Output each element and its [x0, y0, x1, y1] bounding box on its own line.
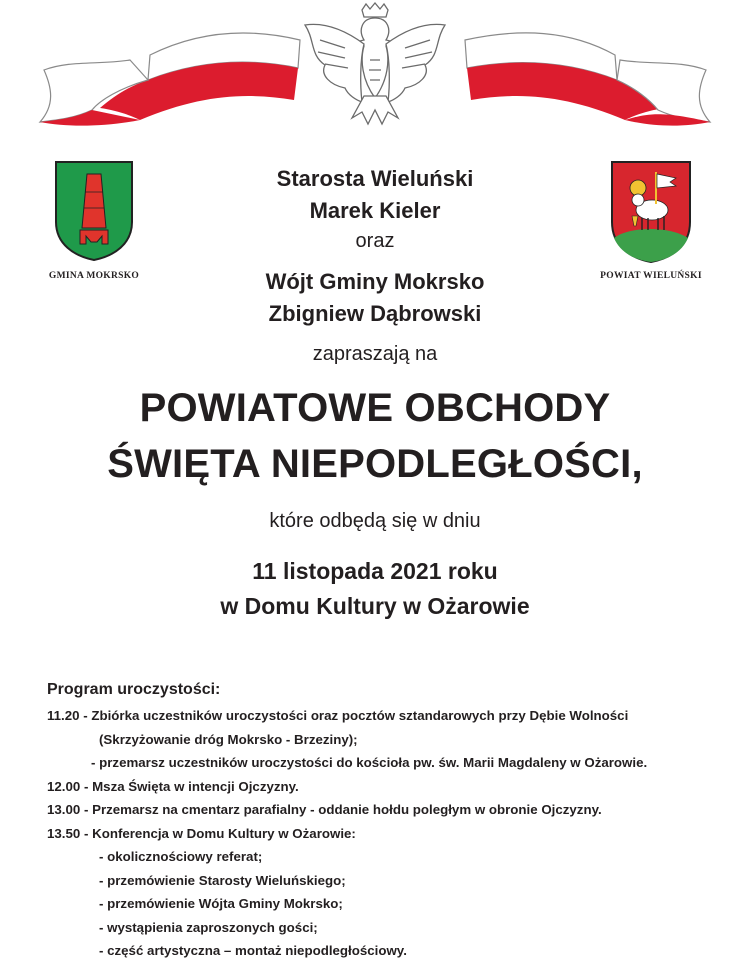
- program-heading: Program uroczystości:: [47, 681, 221, 698]
- subtitle-text: które odbędą się w dniu: [269, 510, 481, 532]
- host-line-3: Wójt Gminy Mokrsko: [265, 269, 485, 294]
- host-line-4: Zbigniew Dąbrowski: [268, 301, 482, 326]
- program-row: - przemarsz uczestników uroczystości do kościoła pw. św. Marii Magdaleny w Ożarowie.: [91, 755, 648, 770]
- invite-text: zapraszają na: [312, 343, 438, 365]
- host-conjunction: oraz: [355, 230, 395, 252]
- program-row: - wystąpienia zaproszonych gości;: [99, 919, 318, 935]
- program-row: - przemówienie Wójta Gminy Mokrsko;: [99, 896, 343, 911]
- program-row: 12.00 - Msza Święta w intencji Ojczyzny.: [47, 778, 299, 794]
- host-line-2: Marek Kieler: [309, 198, 441, 223]
- program-row: 11.20 - Zbiórka uczestników uroczystości oraz pocztów sztandarowych przy Dębie Wolności: [47, 708, 629, 723]
- left-flag-ribbon: [40, 33, 300, 126]
- program-row: 13.00 - Przemarsz na cmentarz parafialny - oddanie hołdu poległym w obronie Ojczyzny.: [47, 802, 602, 817]
- right-flag-ribbon: [465, 33, 710, 126]
- program-row: (Skrzyżowanie dróg Mokrsko - Brzeziny);: [99, 731, 358, 747]
- program-row: 13.50 - Konferencja w Domu Kultury w Ożarowie:: [47, 825, 356, 841]
- program-list: [47, 708, 747, 967]
- polish-eagle-icon: [305, 3, 445, 124]
- host-line-1: Starosta Wieluński: [276, 166, 474, 191]
- powiat-wielunski-label: POWIAT WIELUŃSKI: [600, 271, 702, 281]
- program-row: - część artystyczna – montaż niepodległościowy.: [99, 943, 407, 958]
- event-title-line-2: ŚWIĘTA NIEPODLEGŁOŚCI,: [107, 442, 643, 486]
- program-row: - okolicznościowy referat;: [99, 849, 263, 864]
- header-graphic: [0, 0, 750, 140]
- event-date: 11 listopada 2021 roku: [252, 558, 498, 584]
- program-row: - przemówienie Starosty Wieluńskiego;: [99, 872, 346, 888]
- event-title-line-1: POWIATOWE OBCHODY: [139, 386, 611, 430]
- gmina-mokrsko-label: GMINA MOKRSKO: [48, 271, 140, 281]
- event-place: w Domu Kultury w Ożarowie: [220, 593, 530, 619]
